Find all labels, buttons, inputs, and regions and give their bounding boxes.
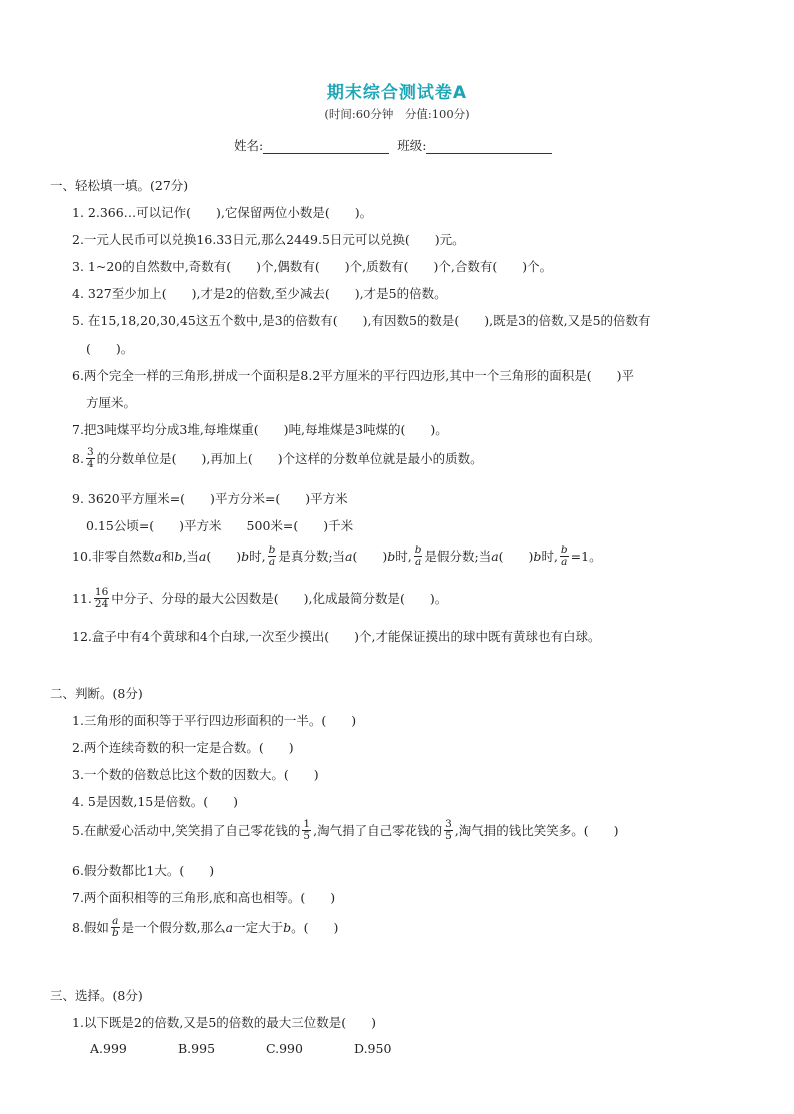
s3-question-1: 1.以下既是2的倍数,又是5的倍数的最大三位数是( )	[72, 1015, 377, 1030]
fraction-a-b: $\frac{a}{b}$	[111, 915, 119, 939]
s1-question-3: 3. 1~20的自然数中,奇数有( )个,偶数有( )个,质数有( )个,合数有( )个。	[72, 259, 553, 274]
s1-question-8: 8. $\frac{3}{4}$ 的分数单位是( ),再加上( )个这样的分数单位就是最小的质数。	[72, 446, 483, 470]
s1-question-9-cont: 0.15公顷=( )平方米 500米=( )千米	[86, 518, 354, 533]
name-blank[interactable]	[263, 139, 389, 154]
option-d: D.950	[354, 1041, 392, 1056]
s1-question-5-cont: ( )。	[86, 341, 134, 356]
s1-question-2: 2.一元人民币可以兑换16.33日元,那么2449.5日元可以兑换( )元。	[72, 232, 465, 247]
s1-question-9: 9. 3620平方厘米=( )平方分米=( )平方米	[72, 491, 348, 506]
fraction-b-a: $\frac{b}{a}$	[268, 544, 276, 568]
s3-question-1-options	[90, 1041, 442, 1056]
class-blank[interactable]	[426, 139, 552, 154]
s1-question-6: 6.两个完全一样的三角形,拼成一个面积是8.2平方厘米的平行四边形,其中一个三角形的面积是( )平	[72, 368, 635, 383]
fraction-3-5: $\frac{3}{5}$	[445, 818, 452, 842]
s1-question-7: 7.把3吨煤平均分成3堆,每堆煤重( )吨,每堆煤是3吨煤的( )。	[72, 422, 448, 437]
exam-info: (时间:60分钟 分值:100分)	[324, 107, 470, 121]
s2-question-8: 8.假如 $\frac{a}{b}$ 是一个假分数,那么a一定大于b。( )	[72, 915, 339, 939]
s1-question-12: 12.盒子中有4个黄球和4个白球,一次至少摸出( )个,才能保证摸出的球中既有黄球也有白球。	[72, 629, 601, 644]
s1-question-10: 10.非零自然数a和b,当a( )b时, $\frac{b}{a}$ 是真分数;当a( )b时, $\frac{b}{a}$ 是假分数;当a( )b时, $\frac{b}{a}$ =1。	[72, 544, 602, 568]
name-class-row	[234, 136, 552, 154]
s1-question-5: 5. 在15,18,20,30,45这五个数中,是3的倍数有( ),有因数5的数是( ),既是3的倍数,又是5的倍数有	[72, 313, 651, 328]
fraction-b-a: $\frac{b}{a}$	[414, 544, 422, 568]
s2-question-4: 4. 5是因数,15是倍数。( )	[72, 794, 238, 809]
section-2-heading: 二、判断。(8分)	[50, 686, 143, 701]
fraction-16-24: $\frac{16}{24}$	[94, 586, 109, 610]
s2-question-1: 1.三角形的面积等于平行四边形面积的一半。( )	[72, 713, 357, 728]
option-a: A.999	[90, 1041, 127, 1056]
s2-question-5: 5.在献爱心活动中,笑笑捐了自己零花钱的 $\frac{1}{5}$ ,淘气捐了自己零花钱的 $\frac{3}{5}$ ,淘气捐的钱比笑笑多。( )	[72, 818, 619, 842]
fraction-3-4: $\frac{3}{4}$	[86, 446, 94, 470]
section-3-heading: 三、选择。(8分)	[50, 988, 143, 1003]
s1-question-1: 1. 2.366…可以记作( ),它保留两位小数是( )。	[72, 205, 373, 220]
s1-question-11: 11. $\frac{16}{24}$ 中分子、分母的最大公因数是( ),化成最简分数是( )。	[72, 586, 448, 610]
section-1-heading: 一、轻松填一填。(27分)	[50, 178, 189, 193]
option-b: B.995	[178, 1041, 216, 1056]
fraction-1-5: $\frac{1}{5}$	[303, 818, 311, 842]
page-title: 期末综合测试卷A	[326, 83, 468, 103]
s2-question-6: 6.假分数都比1大。( )	[72, 863, 215, 878]
name-label: 姓名:	[234, 138, 264, 153]
s1-question-4: 4. 327至少加上( ),才是2的倍数,至少减去( ),才是5的倍数。	[72, 286, 447, 301]
s2-question-7: 7.两个面积相等的三角形,底和高也相等。( )	[72, 890, 336, 905]
fraction-b-a: $\frac{b}{a}$	[560, 544, 568, 568]
s2-question-3: 3.一个数的倍数总比这个数的因数大。( )	[72, 767, 319, 782]
option-c: C.990	[266, 1041, 303, 1056]
s1-question-6-cont: 方厘米。	[86, 395, 137, 410]
s2-question-2: 2.两个连续奇数的积一定是合数。( )	[72, 740, 294, 755]
class-label: 班级:	[397, 138, 427, 153]
